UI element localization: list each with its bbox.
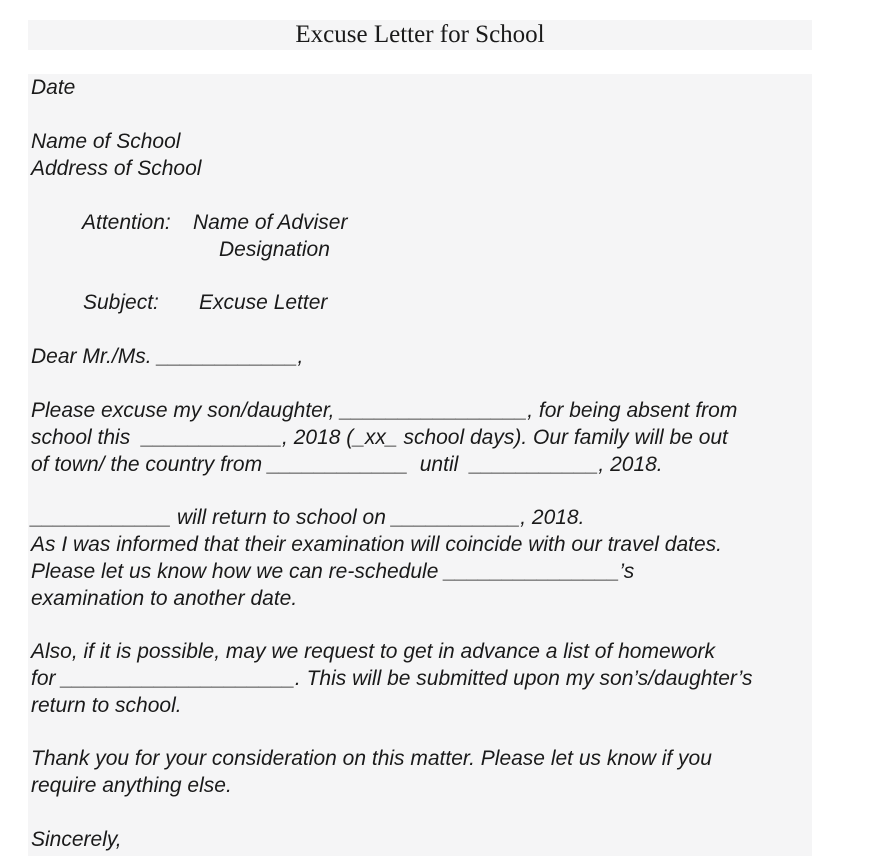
paragraph2-line: As I was informed that their examination will coincide with our travel dates.	[31, 533, 722, 556]
date-line: Date	[31, 76, 76, 99]
paragraph4-line: Thank you for your consideration on this matter. Please let us know if you	[31, 747, 712, 770]
paragraph1-line: school this ____________, 2018 (_xx_ school days). Our family will be out	[31, 426, 728, 449]
paragraph1-line: Please excuse my son/daughter, ________________, for being absent from	[31, 399, 738, 422]
subject-label: Subject:	[83, 291, 159, 314]
attention-designation: Designation	[219, 238, 330, 261]
paragraph3-line: return to school.	[31, 694, 182, 717]
paragraph3-line: Also, if it is possible, may we request to get in advance a list of homework	[31, 640, 715, 663]
paragraph2-line: ____________ will return to school on ___________, 2018.	[31, 506, 585, 529]
document-title: Excuse Letter for School	[295, 21, 545, 48]
title-bar	[28, 20, 812, 50]
closing: Sincerely,	[31, 828, 122, 851]
paragraph2-line: examination to another date.	[31, 587, 298, 610]
school-name: Name of School	[31, 130, 181, 153]
attention-name: Name of Adviser	[193, 211, 348, 234]
paragraph2-line: Please let us know how we can re-schedule _______________’s	[31, 560, 635, 583]
attention-label: Attention:	[82, 211, 171, 234]
school-address: Address of School	[31, 157, 202, 180]
paragraph1-line: of town/ the country from ____________ until ___________, 2018.	[31, 453, 663, 476]
paragraph3-line: for ____________________. This will be submitted upon my son’s/daughter’s	[31, 667, 753, 690]
salutation: Dear Mr./Ms. ____________,	[31, 345, 304, 368]
subject-value: Excuse Letter	[199, 291, 328, 314]
paragraph4-line: require anything else.	[31, 774, 232, 797]
